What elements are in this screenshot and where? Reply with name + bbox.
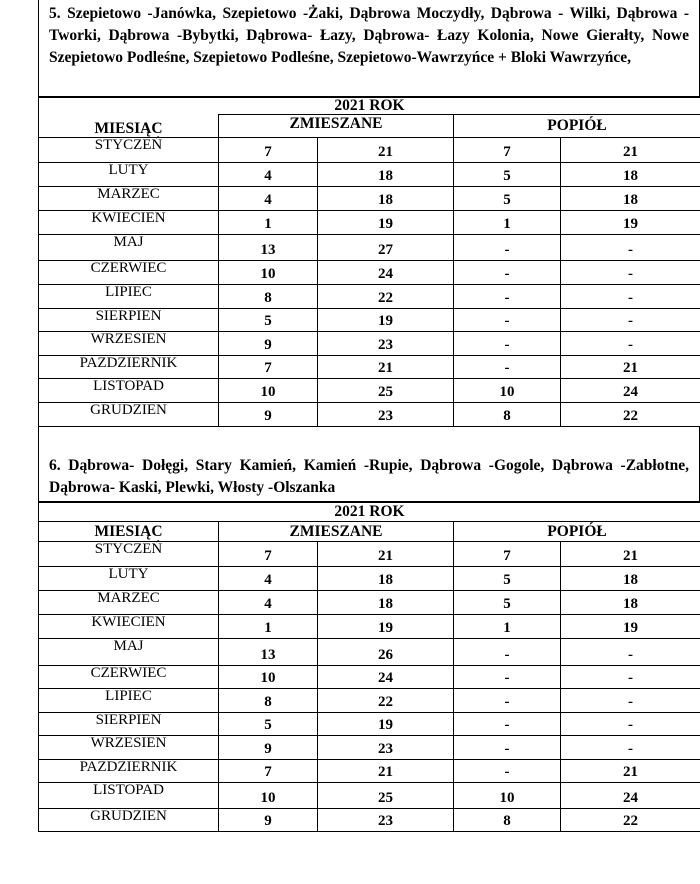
month-cell: MARZEC bbox=[39, 187, 219, 211]
section-5-rows bbox=[39, 138, 700, 427]
mixed-count-cell: 4 bbox=[219, 163, 318, 187]
ash-day-cell: 21 bbox=[561, 542, 700, 567]
table-row bbox=[39, 713, 700, 736]
month-cell: LUTY bbox=[39, 163, 219, 187]
ash-day-cell: - bbox=[561, 261, 700, 285]
table-row bbox=[39, 760, 700, 783]
mixed-count-cell: 9 bbox=[219, 809, 318, 832]
col-month-header: MIESIĄC bbox=[39, 522, 219, 542]
mixed-day-cell: 19 bbox=[318, 615, 454, 639]
ash-count-cell: 5 bbox=[454, 567, 561, 591]
mixed-day-cell: 26 bbox=[318, 639, 454, 666]
ash-day-cell: - bbox=[561, 713, 700, 736]
month-cell: KWIECIEN bbox=[39, 615, 219, 639]
mixed-day-cell: 19 bbox=[318, 309, 454, 332]
month-cell: MARZEC bbox=[39, 591, 219, 615]
year-label: 2021 ROK bbox=[39, 98, 700, 115]
table-row bbox=[39, 809, 700, 832]
month-cell: LIPIEC bbox=[39, 285, 219, 309]
month-cell: PAZDZIERNIK bbox=[39, 356, 219, 379]
mixed-count-cell: 7 bbox=[219, 138, 318, 163]
mixed-day-cell: 22 bbox=[318, 689, 454, 713]
mixed-day-cell: 18 bbox=[318, 163, 454, 187]
ash-day-cell: 21 bbox=[561, 356, 700, 379]
mixed-count-cell: 4 bbox=[219, 187, 318, 211]
ash-day-cell: - bbox=[561, 639, 700, 666]
ash-day-cell: - bbox=[561, 689, 700, 713]
month-cell: PAZDZIERNIK bbox=[39, 760, 219, 783]
mixed-count-cell: 1 bbox=[219, 615, 318, 639]
section-6-table bbox=[38, 502, 700, 832]
ash-day-cell: 18 bbox=[561, 163, 700, 187]
ash-day-cell: 24 bbox=[561, 783, 700, 809]
col-month-header: MIESIĄC bbox=[39, 115, 219, 138]
ash-count-cell: - bbox=[454, 760, 561, 783]
ash-day-cell: - bbox=[561, 309, 700, 332]
ash-count-cell: - bbox=[454, 666, 561, 689]
mixed-count-cell: 10 bbox=[219, 261, 318, 285]
month-cell: MAJ bbox=[39, 639, 219, 666]
month-cell: WRZESIEN bbox=[39, 736, 219, 760]
ash-count-cell: - bbox=[454, 235, 561, 261]
ash-count-cell: - bbox=[454, 332, 561, 356]
month-cell: KWIECIEN bbox=[39, 211, 219, 235]
month-cell: LUTY bbox=[39, 567, 219, 591]
mixed-day-cell: 24 bbox=[318, 666, 454, 689]
mixed-day-cell: 24 bbox=[318, 261, 454, 285]
ash-day-cell: 19 bbox=[561, 615, 700, 639]
mixed-day-cell: 21 bbox=[318, 760, 454, 783]
table-row bbox=[39, 615, 700, 639]
year-label: 2021 ROK bbox=[39, 503, 700, 522]
table-row bbox=[39, 379, 700, 403]
ash-count-cell: 1 bbox=[454, 615, 561, 639]
mixed-day-cell: 25 bbox=[318, 379, 454, 403]
mixed-count-cell: 5 bbox=[219, 309, 318, 332]
mixed-count-cell: 5 bbox=[219, 713, 318, 736]
mixed-day-cell: 23 bbox=[318, 809, 454, 832]
table-row bbox=[39, 356, 700, 379]
ash-count-cell: 5 bbox=[454, 591, 561, 615]
ash-count-cell: - bbox=[454, 639, 561, 666]
mixed-day-cell: 23 bbox=[318, 332, 454, 356]
table-row bbox=[39, 542, 700, 567]
month-cell: LISTOPAD bbox=[39, 379, 219, 403]
month-cell: CZERWIEC bbox=[39, 261, 219, 285]
col-ash-header: POPIÓŁ bbox=[454, 115, 700, 138]
ash-count-cell: 8 bbox=[454, 403, 561, 427]
ash-count-cell: 10 bbox=[454, 783, 561, 809]
ash-day-cell: - bbox=[561, 666, 700, 689]
section-5-table bbox=[38, 97, 700, 427]
table-row bbox=[39, 639, 700, 666]
table-row bbox=[39, 138, 700, 163]
mixed-day-cell: 19 bbox=[318, 713, 454, 736]
ash-day-cell: - bbox=[561, 332, 700, 356]
mixed-count-cell: 13 bbox=[219, 639, 318, 666]
table-row bbox=[39, 261, 700, 285]
ash-count-cell: - bbox=[454, 689, 561, 713]
mixed-count-cell: 13 bbox=[219, 235, 318, 261]
ash-count-cell: - bbox=[454, 356, 561, 379]
mixed-day-cell: 18 bbox=[318, 591, 454, 615]
table-row bbox=[39, 332, 700, 356]
table-row bbox=[39, 666, 700, 689]
ash-day-cell: - bbox=[561, 285, 700, 309]
table-row bbox=[39, 567, 700, 591]
mixed-day-cell: 27 bbox=[318, 235, 454, 261]
mixed-count-cell: 1 bbox=[219, 211, 318, 235]
mixed-day-cell: 25 bbox=[318, 783, 454, 809]
section-6-heading: 6. Dąbrowa- Dołęgi, Stary Kamień, Kamień -Rupie, Dąbrowa -Gogole, Dąbrowa -Zabłotne, Dąbrowa- Kaski, Plewki, Włosty -Olszanka bbox=[38, 454, 700, 502]
mixed-day-cell: 21 bbox=[318, 138, 454, 163]
mixed-count-cell: 9 bbox=[219, 736, 318, 760]
ash-count-cell: 7 bbox=[454, 542, 561, 567]
mixed-day-cell: 23 bbox=[318, 403, 454, 427]
month-cell: WRZESIEN bbox=[39, 332, 219, 356]
ash-count-cell: 5 bbox=[454, 187, 561, 211]
ash-day-cell: - bbox=[561, 235, 700, 261]
ash-count-cell: - bbox=[454, 285, 561, 309]
ash-count-cell: 7 bbox=[454, 138, 561, 163]
month-cell: MAJ bbox=[39, 235, 219, 261]
mixed-day-cell: 19 bbox=[318, 211, 454, 235]
mixed-count-cell: 10 bbox=[219, 379, 318, 403]
mixed-count-cell: 9 bbox=[219, 403, 318, 427]
mixed-count-cell: 7 bbox=[219, 760, 318, 783]
mixed-count-cell: 7 bbox=[219, 356, 318, 379]
table-row bbox=[39, 591, 700, 615]
month-cell: GRUDZIEN bbox=[39, 403, 219, 427]
mixed-day-cell: 23 bbox=[318, 736, 454, 760]
mixed-day-cell: 18 bbox=[318, 567, 454, 591]
mixed-day-cell: 21 bbox=[318, 356, 454, 379]
col-mixed-header: ZMIESZANE bbox=[219, 522, 454, 542]
mixed-day-cell: 22 bbox=[318, 285, 454, 309]
ash-count-cell: - bbox=[454, 309, 561, 332]
ash-count-cell: 1 bbox=[454, 211, 561, 235]
table-row bbox=[39, 285, 700, 309]
month-cell: GRUDZIEN bbox=[39, 809, 219, 832]
mixed-count-cell: 10 bbox=[219, 666, 318, 689]
ash-day-cell: 24 bbox=[561, 379, 700, 403]
month-cell: SIERPIEN bbox=[39, 309, 219, 332]
ash-count-cell: - bbox=[454, 736, 561, 760]
mixed-count-cell: 8 bbox=[219, 689, 318, 713]
mixed-count-cell: 4 bbox=[219, 591, 318, 615]
table-row bbox=[39, 736, 700, 760]
section-6-rows bbox=[39, 542, 700, 832]
mixed-count-cell: 8 bbox=[219, 285, 318, 309]
ash-day-cell: 19 bbox=[561, 211, 700, 235]
section-5-heading: 5. Szepietowo -Janówka, Szepietowo -Żaki, Dąbrowa Moczydły, Dąbrowa - Wilki, Dąbrowa -Tworki, Dąbrowa -Bybytki, Dąbrowa- Łazy, Dąbrowa- Łazy Kolonia, Nowe Gierałty, Nowe Szepietowo Podleśne, Szepietowo Podleśne, Szepietowo-Wawrzyńce + Bloki Wawrzyńce, bbox=[38, 0, 700, 97]
col-ash-header: POPIÓŁ bbox=[454, 522, 700, 542]
table-row bbox=[39, 163, 700, 187]
ash-count-cell: 8 bbox=[454, 809, 561, 832]
mixed-count-cell: 9 bbox=[219, 332, 318, 356]
mixed-day-cell: 21 bbox=[318, 542, 454, 567]
ash-day-cell: - bbox=[561, 736, 700, 760]
mixed-day-cell: 18 bbox=[318, 187, 454, 211]
ash-day-cell: 21 bbox=[561, 760, 700, 783]
col-mixed-header: ZMIESZANE bbox=[219, 115, 454, 138]
table-row bbox=[39, 187, 700, 211]
section-gap bbox=[38, 427, 700, 454]
table-row bbox=[39, 403, 700, 427]
mixed-count-cell: 10 bbox=[219, 783, 318, 809]
ash-day-cell: 22 bbox=[561, 809, 700, 832]
month-cell: LIPIEC bbox=[39, 689, 219, 713]
ash-day-cell: 18 bbox=[561, 187, 700, 211]
table-row bbox=[39, 235, 700, 261]
table-row bbox=[39, 309, 700, 332]
ash-count-cell: - bbox=[454, 713, 561, 736]
month-cell: STYCZEŃ bbox=[39, 542, 219, 567]
ash-day-cell: 18 bbox=[561, 591, 700, 615]
ash-day-cell: 18 bbox=[561, 567, 700, 591]
month-cell: LISTOPAD bbox=[39, 783, 219, 809]
ash-count-cell: 10 bbox=[454, 379, 561, 403]
table-row bbox=[39, 211, 700, 235]
month-cell: SIERPIEN bbox=[39, 713, 219, 736]
ash-count-cell: 5 bbox=[454, 163, 561, 187]
mixed-count-cell: 4 bbox=[219, 567, 318, 591]
ash-day-cell: 22 bbox=[561, 403, 700, 427]
mixed-count-cell: 7 bbox=[219, 542, 318, 567]
month-cell: STYCZEŃ bbox=[39, 138, 219, 163]
ash-count-cell: - bbox=[454, 261, 561, 285]
ash-day-cell: 21 bbox=[561, 138, 700, 163]
document bbox=[38, 0, 700, 832]
month-cell: CZERWIEC bbox=[39, 666, 219, 689]
table-row bbox=[39, 783, 700, 809]
table-row bbox=[39, 689, 700, 713]
